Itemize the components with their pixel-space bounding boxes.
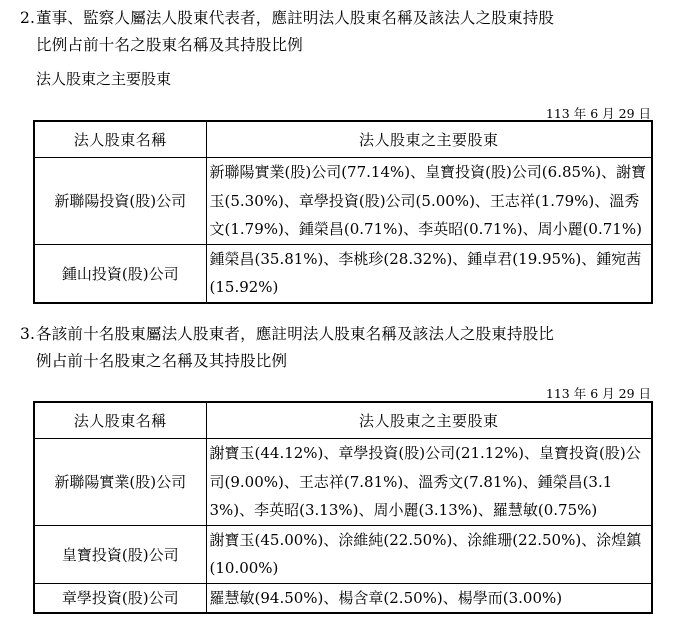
shareholder-name: 皇寶投資(股)公司 bbox=[34, 525, 206, 583]
column-header-name: 法人股東名稱 bbox=[34, 121, 206, 158]
column-header-name: 法人股東名稱 bbox=[34, 402, 206, 439]
section3-line1: 各該前十名股東屬法人股東者，應註明法人股東名稱及該法人之股東持股比 bbox=[36, 325, 555, 343]
section3-number: 3. bbox=[20, 325, 36, 343]
shareholder-name: 鍾山投資(股)公司 bbox=[34, 244, 206, 303]
section3-heading bbox=[20, 321, 554, 375]
table-header-row bbox=[34, 402, 652, 439]
table-row bbox=[34, 439, 652, 526]
shareholder-name: 新聯陽實業(股)公司 bbox=[34, 439, 206, 526]
table-row bbox=[34, 244, 652, 303]
major-holders: 新聯陽實業(股)公司(77.14%)、皇寶投資(股)公司(6.85%)、謝寶玉(5.30%)、章學投資(股)公司(5.00%)、王志祥(1.79%)、溫秀文(1.79%)、鍾榮昌(0.71%)、李英昭(0.71%)、周小麗(0.71%) bbox=[206, 158, 652, 245]
section2-number: 2. bbox=[20, 9, 36, 27]
major-holders: 鍾榮昌(35.81%)、李桃珍(28.32%)、鍾卓君(19.95%)、鍾宛茜(15.92%) bbox=[206, 244, 652, 303]
section3-line2: 例占前十名股東之名稱及其持股比例 bbox=[36, 352, 288, 370]
section2-heading bbox=[20, 5, 554, 59]
table-row bbox=[34, 583, 652, 613]
shareholder-name: 新聯陽投資(股)公司 bbox=[34, 158, 206, 245]
major-holders: 羅慧敏(94.50%)、楊含章(2.50%)、楊學而(3.00%) bbox=[206, 583, 652, 613]
table-row bbox=[34, 158, 652, 245]
column-header-holders: 法人股東之主要股東 bbox=[206, 121, 652, 158]
table-header-row bbox=[34, 121, 652, 158]
table-row bbox=[34, 525, 652, 583]
section3-table bbox=[33, 401, 653, 614]
section2-table bbox=[33, 120, 653, 304]
section2-date: 113 年 6 月 29 日 bbox=[545, 106, 651, 121]
major-holders: 謝寶玉(44.12%)、章學投資(股)公司(21.12%)、皇寶投資(股)公司(9.00%)、王志祥(7.81%)、溫秀文(7.81%)、鍾榮昌(3.13%)、李英昭(3.13%)、周小麗(3.13%)、羅慧敏(0.75%) bbox=[206, 439, 652, 526]
section2-subtitle: 法人股東之主要股東 bbox=[36, 70, 172, 88]
section2-line2: 比例占前十名之股東名稱及其持股比例 bbox=[36, 36, 303, 54]
section2-line1: 董事、監察人屬法人股東代表者，應註明法人股東名稱及該法人之股東持股 bbox=[36, 9, 555, 27]
major-holders: 謝寶玉(45.00%)、涂維純(22.50%)、涂維珊(22.50%)、涂煌鎮(10.00%) bbox=[206, 525, 652, 583]
section3-date: 113 年 6 月 29 日 bbox=[545, 386, 651, 401]
shareholder-name: 章學投資(股)公司 bbox=[34, 583, 206, 613]
column-header-holders: 法人股東之主要股東 bbox=[206, 402, 652, 439]
